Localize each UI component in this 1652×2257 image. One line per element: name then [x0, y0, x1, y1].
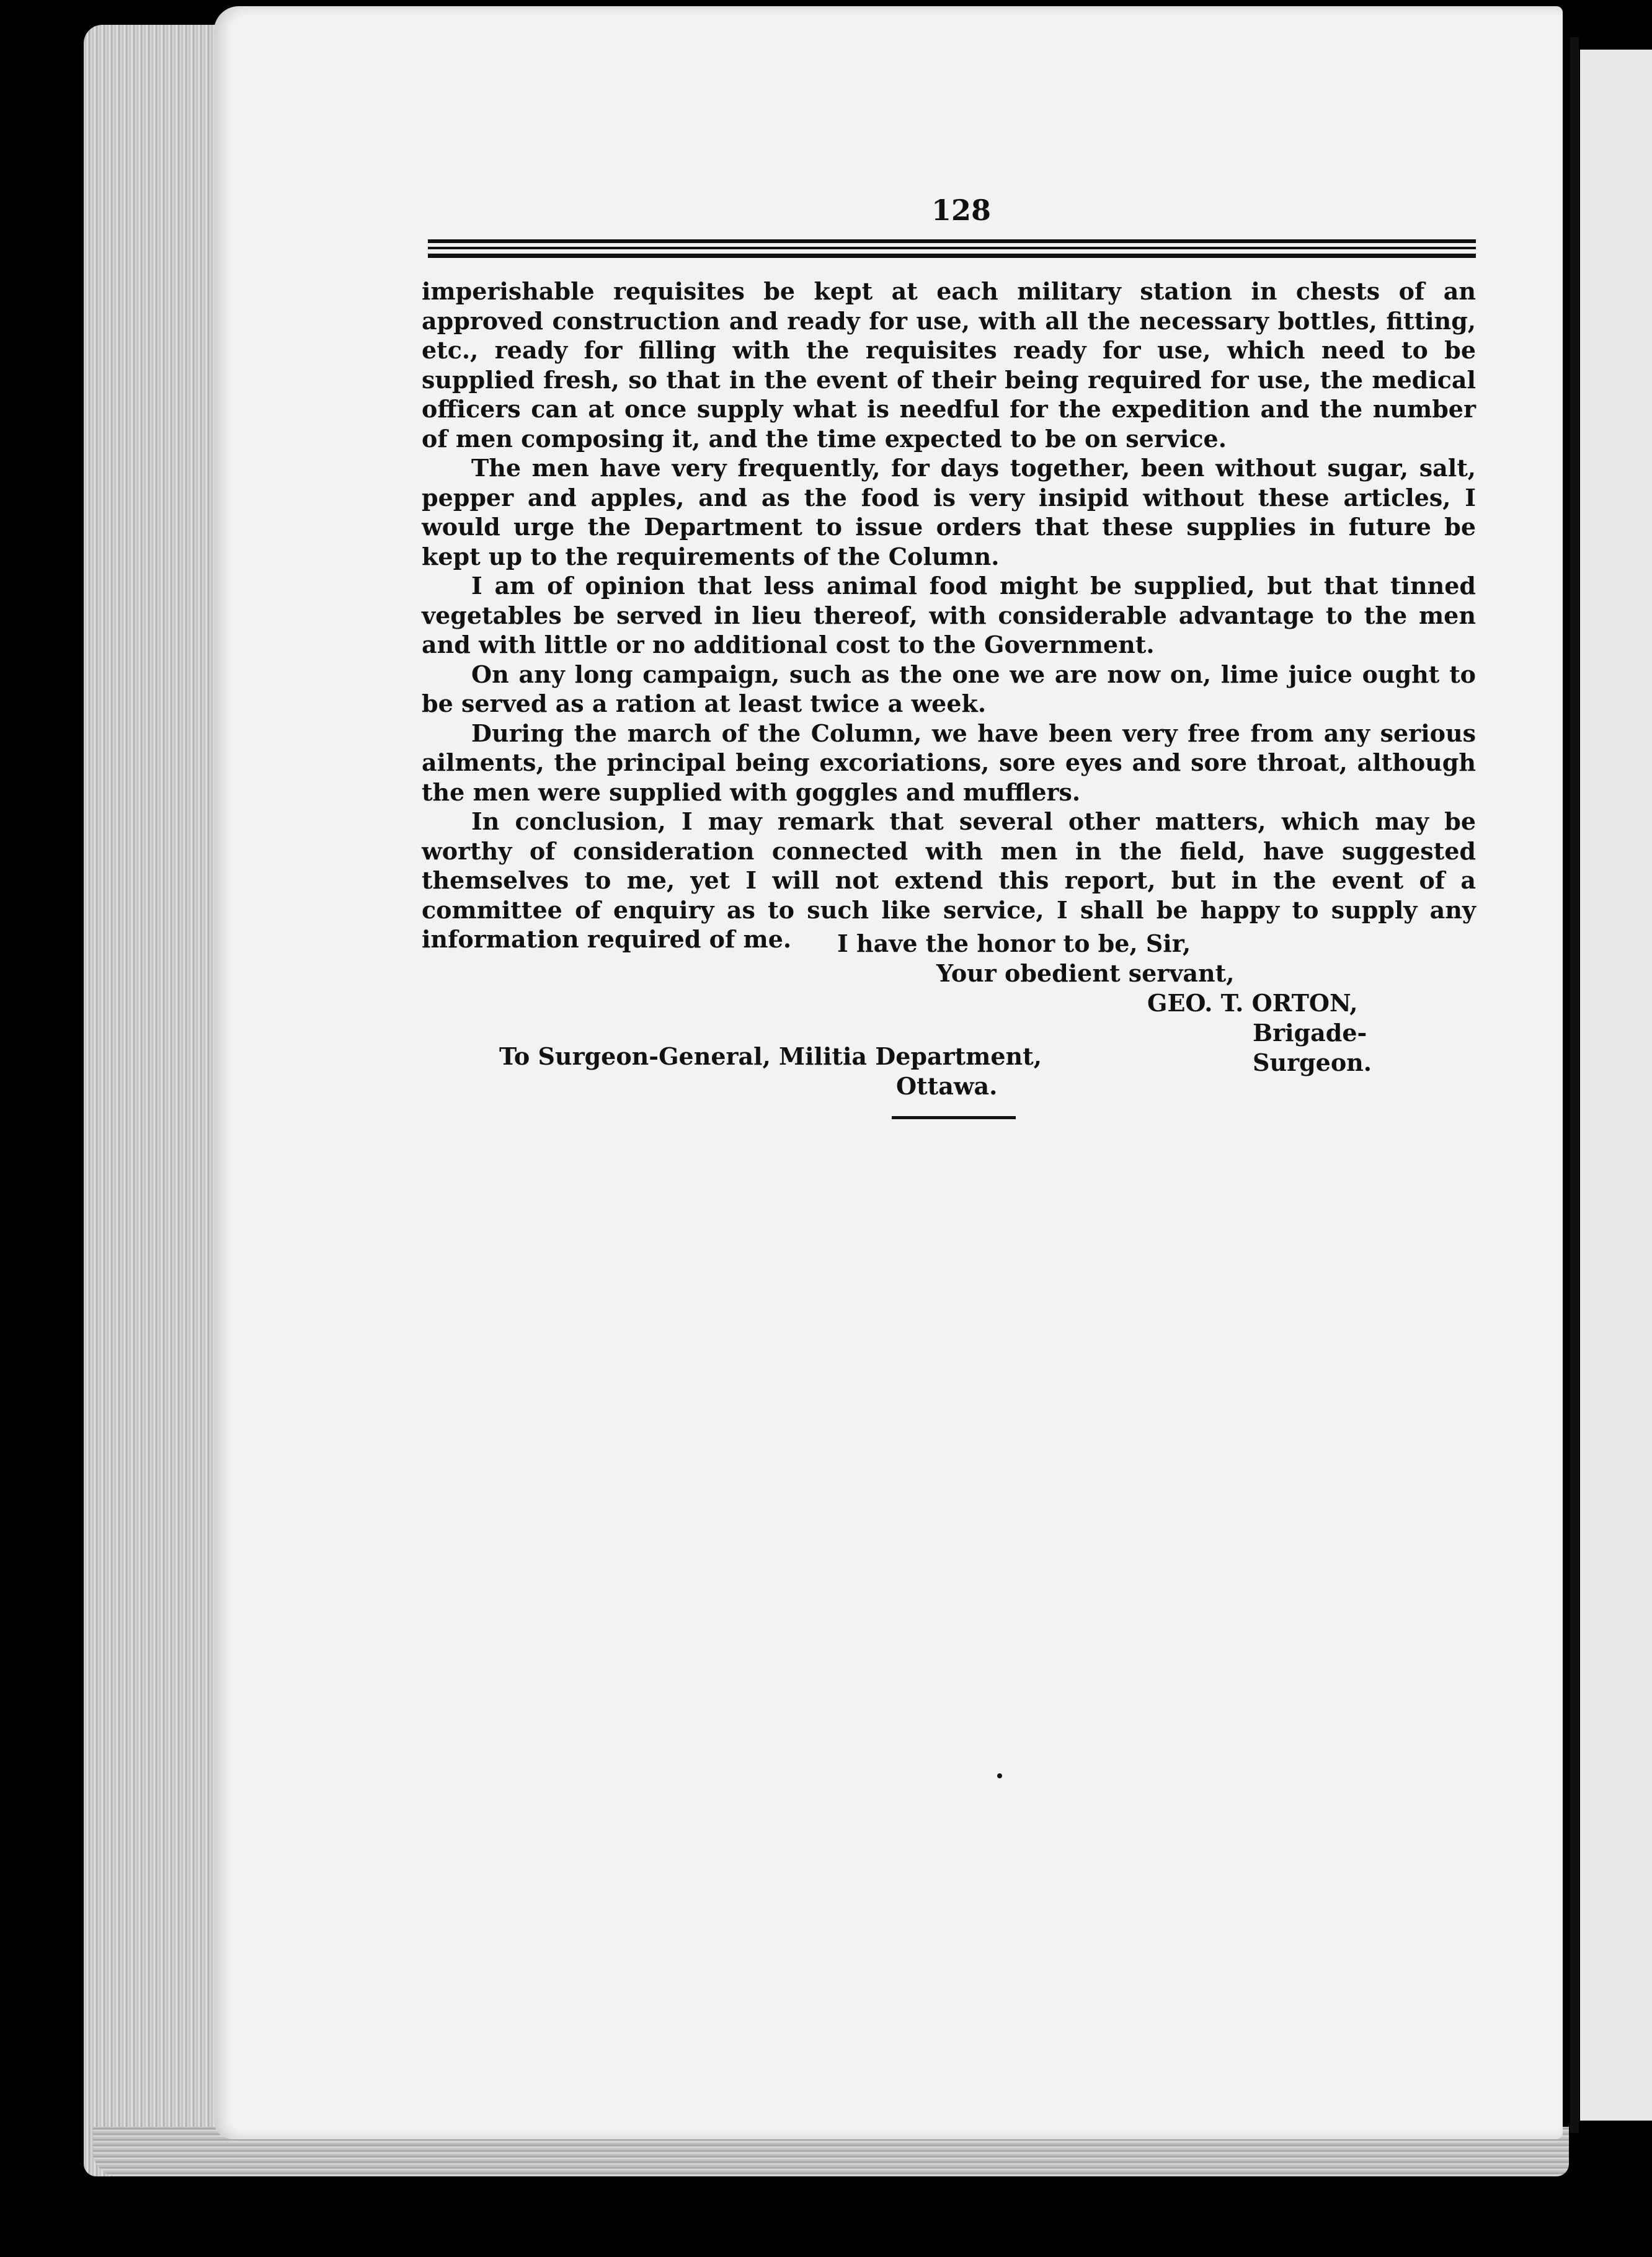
- facing-page-edge: [1580, 50, 1652, 2121]
- address-line: To Surgeon-General, Militia Department,: [499, 1042, 1042, 1070]
- closing-rule: [892, 1116, 1016, 1119]
- recipient-address: [499, 1042, 1042, 1101]
- page-gutter: [1570, 37, 1579, 2133]
- header-rule: [428, 239, 1476, 243]
- header-rule: [428, 254, 1476, 258]
- paragraph: On any long campaign, such as the one we are now on, lime juice ought to be served as a ration at least twice a week.: [422, 660, 1476, 717]
- closing-salutation: I have the honor to be, Sir,: [837, 929, 1191, 957]
- paragraph: The men have very frequently, for days together, been without sugar, salt, pepper and apples, and as the food is very insipid without these articles, I would urge the Department to issue orders that these supplies in future be kept up to the requirements of the Column.: [422, 454, 1476, 570]
- header-rule: [428, 247, 1476, 249]
- book-page-edges: [84, 25, 226, 2176]
- paragraph: imperishable requisites be kept at each military station in chests of an approved construction and ready for use, with all the necessary bottles, fitting, etc., ready for filling with the requisites ready for use, which need to be supplied fresh, so that in the event of their being required for use, the medical officers can at once supply what is needful for the expedition and the number of men composing it, and the time expected to be on service.: [422, 277, 1476, 453]
- address-line: Ottawa.: [896, 1072, 998, 1100]
- signature-name: GEO. T. ORTON,: [1147, 989, 1358, 1017]
- closing-servant: Your obedient servant,: [936, 959, 1235, 987]
- paragraph: In conclusion, I may remark that several other matters, which may be worthy of consideration connected with men in the field, have suggested themselves to me, yet I will not extend this report, but in the event of a committee of enquiry as to such like service, I shall be happy to supply any information required of me.: [422, 807, 1476, 953]
- signature-title: Brigade-Surgeon.: [1253, 1019, 1372, 1076]
- report-body: [422, 277, 1476, 954]
- paragraph: I am of opinion that less animal food might be supplied, but that tinned vegetables be served in lieu thereof, with considerable advantage to the men and with little or no additional cost to the Government.: [422, 572, 1476, 658]
- page-number: 128: [931, 193, 992, 227]
- ink-speck: [997, 1773, 1002, 1778]
- paragraph: During the march of the Column, we have been very free from any serious ailments, the principal being excoriations, sore eyes and sore throat, although the men were supplied with goggles and mufflers.: [422, 719, 1476, 806]
